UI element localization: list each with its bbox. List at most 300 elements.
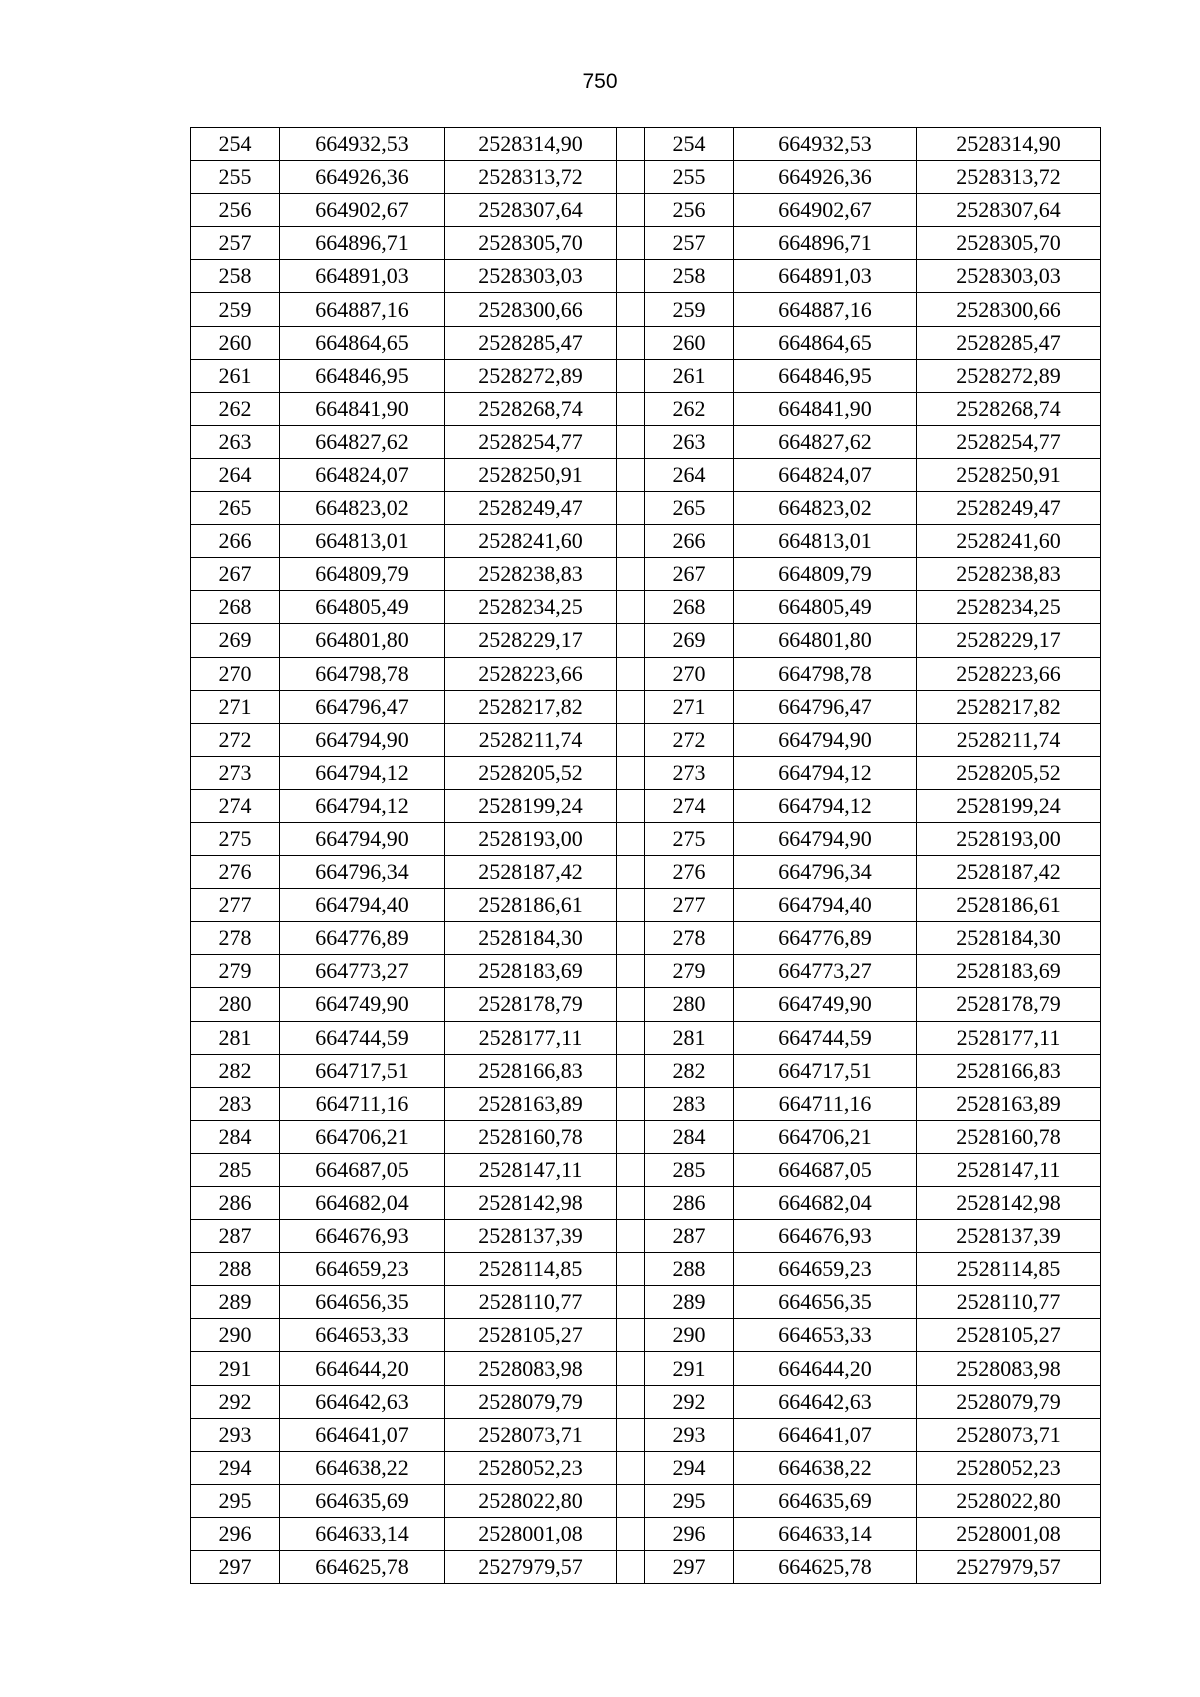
table-row <box>191 1418 1101 1451</box>
spacer-cell <box>617 789 645 822</box>
table-row <box>191 558 1101 591</box>
y-coordinate-cell: 2528305,70 <box>445 227 617 260</box>
y-coordinate-cell: 2528083,98 <box>917 1352 1101 1385</box>
table-row <box>191 392 1101 425</box>
x-coordinate-cell: 664656,35 <box>280 1286 445 1319</box>
point-number-cell: 286 <box>645 1187 734 1220</box>
point-number-cell: 264 <box>645 458 734 491</box>
x-coordinate-cell: 664891,03 <box>734 260 917 293</box>
y-coordinate-cell: 2528177,11 <box>917 1021 1101 1054</box>
spacer-cell <box>617 161 645 194</box>
spacer-cell <box>617 1220 645 1253</box>
y-coordinate-cell: 2528285,47 <box>445 326 617 359</box>
point-number-cell: 296 <box>645 1517 734 1550</box>
table-row <box>191 723 1101 756</box>
point-number-cell: 292 <box>191 1385 280 1418</box>
x-coordinate-cell: 664794,40 <box>280 889 445 922</box>
table-row <box>191 591 1101 624</box>
table-row <box>191 1187 1101 1220</box>
point-number-cell: 288 <box>191 1253 280 1286</box>
point-number-cell: 283 <box>645 1087 734 1120</box>
x-coordinate-cell: 664841,90 <box>280 392 445 425</box>
point-number-cell: 284 <box>191 1120 280 1153</box>
point-number-cell: 295 <box>645 1484 734 1517</box>
y-coordinate-cell: 2528229,17 <box>445 624 617 657</box>
y-coordinate-cell: 2527979,57 <box>445 1551 617 1584</box>
point-number-cell: 285 <box>191 1153 280 1186</box>
spacer-cell <box>617 1054 645 1087</box>
y-coordinate-cell: 2528268,74 <box>917 392 1101 425</box>
y-coordinate-cell: 2528300,66 <box>445 293 617 326</box>
point-number-cell: 278 <box>191 922 280 955</box>
point-number-cell: 293 <box>645 1418 734 1451</box>
x-coordinate-cell: 664625,78 <box>280 1551 445 1584</box>
x-coordinate-cell: 664635,69 <box>734 1484 917 1517</box>
point-number-cell: 269 <box>645 624 734 657</box>
x-coordinate-cell: 664902,67 <box>280 194 445 227</box>
y-coordinate-cell: 2528211,74 <box>445 723 617 756</box>
x-coordinate-cell: 664744,59 <box>734 1021 917 1054</box>
table-row <box>191 1385 1101 1418</box>
table-row <box>191 227 1101 260</box>
x-coordinate-cell: 664682,04 <box>280 1187 445 1220</box>
y-coordinate-cell: 2528052,23 <box>917 1451 1101 1484</box>
point-number-cell: 261 <box>645 359 734 392</box>
point-number-cell: 284 <box>645 1120 734 1153</box>
point-number-cell: 268 <box>645 591 734 624</box>
point-number-cell: 262 <box>191 392 280 425</box>
y-coordinate-cell: 2528217,82 <box>917 690 1101 723</box>
point-number-cell: 263 <box>645 425 734 458</box>
point-number-cell: 282 <box>645 1054 734 1087</box>
x-coordinate-cell: 664809,79 <box>280 558 445 591</box>
x-coordinate-cell: 664796,34 <box>734 856 917 889</box>
y-coordinate-cell: 2528254,77 <box>445 425 617 458</box>
spacer-cell <box>617 1352 645 1385</box>
table-row <box>191 1319 1101 1352</box>
y-coordinate-cell: 2528223,66 <box>917 657 1101 690</box>
x-coordinate-cell: 664823,02 <box>734 492 917 525</box>
point-number-cell: 281 <box>191 1021 280 1054</box>
x-coordinate-cell: 664794,12 <box>734 756 917 789</box>
spacer-cell <box>617 558 645 591</box>
spacer-cell <box>617 922 645 955</box>
y-coordinate-cell: 2528142,98 <box>917 1187 1101 1220</box>
spacer-cell <box>617 1286 645 1319</box>
x-coordinate-cell: 664687,05 <box>734 1153 917 1186</box>
y-coordinate-cell: 2528186,61 <box>917 889 1101 922</box>
y-coordinate-cell: 2528073,71 <box>445 1418 617 1451</box>
point-number-cell: 294 <box>645 1451 734 1484</box>
y-coordinate-cell: 2528314,90 <box>445 128 617 161</box>
table-row <box>191 822 1101 855</box>
x-coordinate-cell: 664659,23 <box>734 1253 917 1286</box>
y-coordinate-cell: 2528079,79 <box>917 1385 1101 1418</box>
y-coordinate-cell: 2528238,83 <box>445 558 617 591</box>
point-number-cell: 268 <box>191 591 280 624</box>
y-coordinate-cell: 2528147,11 <box>917 1153 1101 1186</box>
point-number-cell: 271 <box>645 690 734 723</box>
x-coordinate-cell: 664749,90 <box>280 988 445 1021</box>
table-row <box>191 1054 1101 1087</box>
point-number-cell: 259 <box>191 293 280 326</box>
y-coordinate-cell: 2528110,77 <box>917 1286 1101 1319</box>
x-coordinate-cell: 664633,14 <box>734 1517 917 1550</box>
table-row <box>191 128 1101 161</box>
y-coordinate-cell: 2528199,24 <box>917 789 1101 822</box>
x-coordinate-cell: 664813,01 <box>280 525 445 558</box>
table-row <box>191 624 1101 657</box>
x-coordinate-cell: 664794,90 <box>734 822 917 855</box>
x-coordinate-cell: 664846,95 <box>280 359 445 392</box>
spacer-cell <box>617 690 645 723</box>
x-coordinate-cell: 664776,89 <box>734 922 917 955</box>
x-coordinate-cell: 664932,53 <box>734 128 917 161</box>
point-number-cell: 260 <box>645 326 734 359</box>
spacer-cell <box>617 591 645 624</box>
y-coordinate-cell: 2528186,61 <box>445 889 617 922</box>
y-coordinate-cell: 2528187,42 <box>917 856 1101 889</box>
table-row <box>191 260 1101 293</box>
coordinates-table <box>190 127 1101 1584</box>
table-row <box>191 988 1101 1021</box>
x-coordinate-cell: 664794,12 <box>734 789 917 822</box>
spacer-cell <box>617 955 645 988</box>
spacer-cell <box>617 1120 645 1153</box>
x-coordinate-cell: 664896,71 <box>280 227 445 260</box>
spacer-cell <box>617 1517 645 1550</box>
y-coordinate-cell: 2528114,85 <box>445 1253 617 1286</box>
point-number-cell: 287 <box>191 1220 280 1253</box>
y-coordinate-cell: 2528079,79 <box>445 1385 617 1418</box>
y-coordinate-cell: 2528114,85 <box>917 1253 1101 1286</box>
y-coordinate-cell: 2528307,64 <box>917 194 1101 227</box>
spacer-cell <box>617 194 645 227</box>
spacer-cell <box>617 1484 645 1517</box>
point-number-cell: 274 <box>191 789 280 822</box>
x-coordinate-cell: 664773,27 <box>734 955 917 988</box>
table-row <box>191 161 1101 194</box>
table-row <box>191 756 1101 789</box>
point-number-cell: 294 <box>191 1451 280 1484</box>
point-number-cell: 276 <box>645 856 734 889</box>
point-number-cell: 278 <box>645 922 734 955</box>
y-coordinate-cell: 2528022,80 <box>917 1484 1101 1517</box>
y-coordinate-cell: 2528238,83 <box>917 558 1101 591</box>
x-coordinate-cell: 664805,49 <box>280 591 445 624</box>
point-number-cell: 262 <box>645 392 734 425</box>
point-number-cell: 255 <box>645 161 734 194</box>
y-coordinate-cell: 2528314,90 <box>917 128 1101 161</box>
y-coordinate-cell: 2528177,11 <box>445 1021 617 1054</box>
point-number-cell: 256 <box>191 194 280 227</box>
spacer-cell <box>617 1385 645 1418</box>
x-coordinate-cell: 664794,90 <box>280 723 445 756</box>
y-coordinate-cell: 2528303,03 <box>445 260 617 293</box>
spacer-cell <box>617 1319 645 1352</box>
point-number-cell: 272 <box>645 723 734 756</box>
spacer-cell <box>617 889 645 922</box>
y-coordinate-cell: 2528234,25 <box>445 591 617 624</box>
point-number-cell: 270 <box>191 657 280 690</box>
x-coordinate-cell: 664644,20 <box>734 1352 917 1385</box>
point-number-cell: 265 <box>645 492 734 525</box>
point-number-cell: 256 <box>645 194 734 227</box>
point-number-cell: 267 <box>645 558 734 591</box>
y-coordinate-cell: 2528163,89 <box>917 1087 1101 1120</box>
x-coordinate-cell: 664641,07 <box>280 1418 445 1451</box>
x-coordinate-cell: 664896,71 <box>734 227 917 260</box>
y-coordinate-cell: 2528307,64 <box>445 194 617 227</box>
spacer-cell <box>617 458 645 491</box>
y-coordinate-cell: 2528166,83 <box>445 1054 617 1087</box>
x-coordinate-cell: 664625,78 <box>734 1551 917 1584</box>
spacer-cell <box>617 1187 645 1220</box>
x-coordinate-cell: 664794,90 <box>280 822 445 855</box>
table-row <box>191 1253 1101 1286</box>
x-coordinate-cell: 664827,62 <box>734 425 917 458</box>
x-coordinate-cell: 664796,47 <box>280 690 445 723</box>
point-number-cell: 276 <box>191 856 280 889</box>
point-number-cell: 291 <box>645 1352 734 1385</box>
spacer-cell <box>617 856 645 889</box>
y-coordinate-cell: 2528300,66 <box>917 293 1101 326</box>
table-row <box>191 458 1101 491</box>
spacer-cell <box>617 1153 645 1186</box>
point-number-cell: 257 <box>191 227 280 260</box>
x-coordinate-cell: 664776,89 <box>280 922 445 955</box>
x-coordinate-cell: 664706,21 <box>734 1120 917 1153</box>
x-coordinate-cell: 664638,22 <box>734 1451 917 1484</box>
point-number-cell: 289 <box>645 1286 734 1319</box>
point-number-cell: 269 <box>191 624 280 657</box>
y-coordinate-cell: 2528137,39 <box>917 1220 1101 1253</box>
x-coordinate-cell: 664711,16 <box>734 1087 917 1120</box>
table-row <box>191 1451 1101 1484</box>
point-number-cell: 286 <box>191 1187 280 1220</box>
x-coordinate-cell: 664717,51 <box>280 1054 445 1087</box>
point-number-cell: 295 <box>191 1484 280 1517</box>
spacer-cell <box>617 756 645 789</box>
point-number-cell: 272 <box>191 723 280 756</box>
point-number-cell: 289 <box>191 1286 280 1319</box>
y-coordinate-cell: 2528272,89 <box>445 359 617 392</box>
point-number-cell: 273 <box>645 756 734 789</box>
x-coordinate-cell: 664711,16 <box>280 1087 445 1120</box>
x-coordinate-cell: 664794,90 <box>734 723 917 756</box>
y-coordinate-cell: 2528105,27 <box>445 1319 617 1352</box>
point-number-cell: 255 <box>191 161 280 194</box>
table-row <box>191 889 1101 922</box>
point-number-cell: 258 <box>645 260 734 293</box>
y-coordinate-cell: 2528022,80 <box>445 1484 617 1517</box>
point-number-cell: 266 <box>645 525 734 558</box>
spacer-cell <box>617 1451 645 1484</box>
x-coordinate-cell: 664653,33 <box>734 1319 917 1352</box>
table-row <box>191 326 1101 359</box>
point-number-cell: 258 <box>191 260 280 293</box>
spacer-cell <box>617 822 645 855</box>
table-row <box>191 492 1101 525</box>
y-coordinate-cell: 2528249,47 <box>445 492 617 525</box>
point-number-cell: 280 <box>191 988 280 1021</box>
point-number-cell: 266 <box>191 525 280 558</box>
point-number-cell: 260 <box>191 326 280 359</box>
x-coordinate-cell: 664798,78 <box>734 657 917 690</box>
y-coordinate-cell: 2528001,08 <box>917 1517 1101 1550</box>
point-number-cell: 283 <box>191 1087 280 1120</box>
spacer-cell <box>617 624 645 657</box>
x-coordinate-cell: 664864,65 <box>280 326 445 359</box>
x-coordinate-cell: 664749,90 <box>734 988 917 1021</box>
x-coordinate-cell: 664641,07 <box>734 1418 917 1451</box>
y-coordinate-cell: 2528205,52 <box>917 756 1101 789</box>
y-coordinate-cell: 2528223,66 <box>445 657 617 690</box>
point-number-cell: 285 <box>645 1153 734 1186</box>
y-coordinate-cell: 2528166,83 <box>917 1054 1101 1087</box>
y-coordinate-cell: 2528105,27 <box>917 1319 1101 1352</box>
y-coordinate-cell: 2528183,69 <box>917 955 1101 988</box>
x-coordinate-cell: 664824,07 <box>280 458 445 491</box>
point-number-cell: 273 <box>191 756 280 789</box>
point-number-cell: 264 <box>191 458 280 491</box>
x-coordinate-cell: 664827,62 <box>280 425 445 458</box>
table-row <box>191 789 1101 822</box>
y-coordinate-cell: 2528217,82 <box>445 690 617 723</box>
spacer-cell <box>617 1253 645 1286</box>
point-number-cell: 288 <box>645 1253 734 1286</box>
y-coordinate-cell: 2528184,30 <box>917 922 1101 955</box>
y-coordinate-cell: 2528178,79 <box>917 988 1101 1021</box>
table-row <box>191 1551 1101 1584</box>
y-coordinate-cell: 2528160,78 <box>917 1120 1101 1153</box>
x-coordinate-cell: 664823,02 <box>280 492 445 525</box>
table-row <box>191 856 1101 889</box>
spacer-cell <box>617 326 645 359</box>
y-coordinate-cell: 2528184,30 <box>445 922 617 955</box>
table-row <box>191 690 1101 723</box>
table-row <box>191 359 1101 392</box>
point-number-cell: 279 <box>645 955 734 988</box>
x-coordinate-cell: 664813,01 <box>734 525 917 558</box>
y-coordinate-cell: 2528193,00 <box>917 822 1101 855</box>
x-coordinate-cell: 664887,16 <box>734 293 917 326</box>
spacer-cell <box>617 1087 645 1120</box>
x-coordinate-cell: 664926,36 <box>734 161 917 194</box>
point-number-cell: 280 <box>645 988 734 1021</box>
x-coordinate-cell: 664676,93 <box>734 1220 917 1253</box>
point-number-cell: 270 <box>645 657 734 690</box>
y-coordinate-cell: 2528142,98 <box>445 1187 617 1220</box>
table-row <box>191 1153 1101 1186</box>
point-number-cell: 259 <box>645 293 734 326</box>
point-number-cell: 290 <box>645 1319 734 1352</box>
x-coordinate-cell: 664824,07 <box>734 458 917 491</box>
table-row <box>191 1087 1101 1120</box>
y-coordinate-cell: 2528241,60 <box>917 525 1101 558</box>
spacer-cell <box>617 525 645 558</box>
spacer-cell <box>617 128 645 161</box>
x-coordinate-cell: 664902,67 <box>734 194 917 227</box>
x-coordinate-cell: 664633,14 <box>280 1517 445 1550</box>
y-coordinate-cell: 2528137,39 <box>445 1220 617 1253</box>
y-coordinate-cell: 2528305,70 <box>917 227 1101 260</box>
x-coordinate-cell: 664642,63 <box>280 1385 445 1418</box>
table-row <box>191 1484 1101 1517</box>
point-number-cell: 287 <box>645 1220 734 1253</box>
x-coordinate-cell: 664644,20 <box>280 1352 445 1385</box>
x-coordinate-cell: 664635,69 <box>280 1484 445 1517</box>
x-coordinate-cell: 664744,59 <box>280 1021 445 1054</box>
x-coordinate-cell: 664676,93 <box>280 1220 445 1253</box>
x-coordinate-cell: 664653,33 <box>280 1319 445 1352</box>
x-coordinate-cell: 664638,22 <box>280 1451 445 1484</box>
y-coordinate-cell: 2527979,57 <box>917 1551 1101 1584</box>
y-coordinate-cell: 2528249,47 <box>917 492 1101 525</box>
table-row <box>191 1021 1101 1054</box>
spacer-cell <box>617 1021 645 1054</box>
x-coordinate-cell: 664841,90 <box>734 392 917 425</box>
x-coordinate-cell: 664798,78 <box>280 657 445 690</box>
table-row <box>191 657 1101 690</box>
point-number-cell: 297 <box>645 1551 734 1584</box>
x-coordinate-cell: 664809,79 <box>734 558 917 591</box>
y-coordinate-cell: 2528313,72 <box>917 161 1101 194</box>
point-number-cell: 261 <box>191 359 280 392</box>
table-row <box>191 922 1101 955</box>
y-coordinate-cell: 2528160,78 <box>445 1120 617 1153</box>
x-coordinate-cell: 664932,53 <box>280 128 445 161</box>
x-coordinate-cell: 664706,21 <box>280 1120 445 1153</box>
y-coordinate-cell: 2528229,17 <box>917 624 1101 657</box>
point-number-cell: 277 <box>645 889 734 922</box>
y-coordinate-cell: 2528083,98 <box>445 1352 617 1385</box>
x-coordinate-cell: 664656,35 <box>734 1286 917 1319</box>
point-number-cell: 267 <box>191 558 280 591</box>
point-number-cell: 291 <box>191 1352 280 1385</box>
x-coordinate-cell: 664794,40 <box>734 889 917 922</box>
spacer-cell <box>617 392 645 425</box>
point-number-cell: 271 <box>191 690 280 723</box>
table-row <box>191 1220 1101 1253</box>
spacer-cell <box>617 260 645 293</box>
point-number-cell: 277 <box>191 889 280 922</box>
point-number-cell: 292 <box>645 1385 734 1418</box>
y-coordinate-cell: 2528234,25 <box>917 591 1101 624</box>
y-coordinate-cell: 2528211,74 <box>917 723 1101 756</box>
y-coordinate-cell: 2528254,77 <box>917 425 1101 458</box>
y-coordinate-cell: 2528205,52 <box>445 756 617 789</box>
y-coordinate-cell: 2528163,89 <box>445 1087 617 1120</box>
y-coordinate-cell: 2528250,91 <box>445 458 617 491</box>
spacer-cell <box>617 988 645 1021</box>
x-coordinate-cell: 664682,04 <box>734 1187 917 1220</box>
y-coordinate-cell: 2528199,24 <box>445 789 617 822</box>
x-coordinate-cell: 664846,95 <box>734 359 917 392</box>
y-coordinate-cell: 2528268,74 <box>445 392 617 425</box>
table-row <box>191 1286 1101 1319</box>
x-coordinate-cell: 664794,12 <box>280 756 445 789</box>
y-coordinate-cell: 2528001,08 <box>445 1517 617 1550</box>
x-coordinate-cell: 664864,65 <box>734 326 917 359</box>
point-number-cell: 254 <box>645 128 734 161</box>
point-number-cell: 263 <box>191 425 280 458</box>
point-number-cell: 274 <box>645 789 734 822</box>
spacer-cell <box>617 1551 645 1584</box>
point-number-cell: 281 <box>645 1021 734 1054</box>
spacer-cell <box>617 359 645 392</box>
x-coordinate-cell: 664687,05 <box>280 1153 445 1186</box>
